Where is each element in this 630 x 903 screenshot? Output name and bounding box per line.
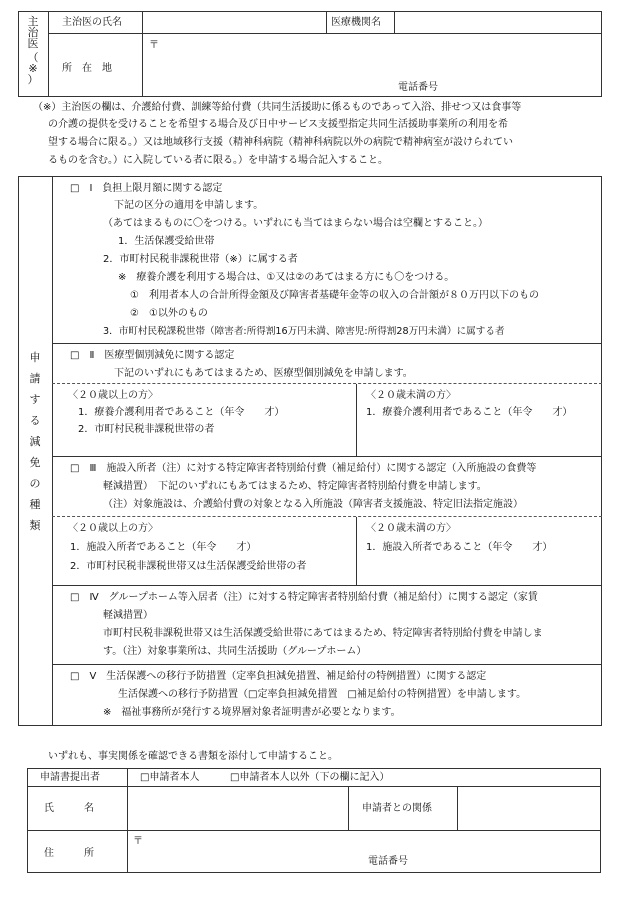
doctor-name-field[interactable] (145, 13, 323, 31)
doctor-phone-label: 電話番号 (398, 82, 438, 93)
doctor-address-field[interactable] (160, 38, 600, 78)
section-3-under20-item-1[interactable]: 1．施設入所者であること（年令 才） (366, 542, 553, 553)
relation-label: 申請者との関係 (362, 803, 432, 814)
section-3-over20-item-1[interactable]: 1．施設入所者であること（年令 才） (70, 542, 257, 553)
note-line-3: 望する場合に限る。）又は地域移行支援（精神科病院（精神科病院以外の病院で精神病室が設けられてい (48, 137, 513, 148)
section-5-title[interactable]: □ Ⅴ 生活保護への移行予防措置（定率負担減免措置、補足給付の特例措置）に関する認定 (70, 671, 487, 682)
section-2-under20-item-1[interactable]: 1．療養介護利用者であること（年令 才） (366, 407, 573, 418)
section-3-over20-item-2[interactable]: 2．市町村民税非課税世帯又は生活保護受給世帯の者 (70, 561, 307, 572)
section-5-text-2: ※ 福祉事務所が発行する境界層対象者証明書が必要となります。 (103, 707, 401, 718)
submitter-address-label: 住 所 (44, 848, 94, 859)
section-1-item-2[interactable]: 2．市町村民税非課税世帯（※）に属する者 (103, 254, 298, 265)
institution-field[interactable] (397, 13, 599, 31)
submitter-address-field[interactable] (146, 834, 598, 854)
submitter-other-checkbox[interactable]: □申請者本人以外（下の欄に記入） (230, 772, 390, 783)
section-2-over20-head: 〈２０歳以上の方〉 (68, 390, 158, 401)
section-4-title[interactable]: □ Ⅳ グループホーム等入居者（注）に対する特定障害者特別給付費（補足給付）に関する認定（家賃 (70, 592, 538, 603)
section-1-item-3[interactable]: 3．市町村民税課税世帯（障害者:所得割16万円未満、障害児:所得割28万円未満）に属する者 (103, 326, 505, 337)
reduction-side-label: 申 請 す る 減 免 の 種 類 (29, 351, 41, 532)
section-3-text-2: （注）対象施設は、介護給付費の対象となる入所施設（障害者支援施設、特定旧法指定施設） (103, 499, 523, 510)
submitter-postal-mark: 〒 (133, 836, 143, 847)
doctor-postal-mark: 〒 (149, 40, 159, 51)
section-1-note: ※ 療養介護を利用する場合は、①又は②のあてはまる方にも〇をつける。 (118, 272, 455, 283)
submitter-self-checkbox[interactable]: □申請者本人 (140, 772, 200, 783)
section-2-under20-head: 〈２０歳未満の方〉 (366, 390, 456, 401)
section-1-text-2: （あてはまるものに〇をつける。いずれにも当てはまらない場合は空欄とすること。） (103, 218, 488, 229)
section-4-text-1: 軽減措置） (103, 610, 153, 621)
section-2-over20-item-2[interactable]: 2．市町村民税非課税世帯の者 (78, 424, 215, 435)
section-2-title[interactable]: □ Ⅱ 医療型個別減免に関する認定 (70, 350, 235, 361)
section-1-title[interactable]: □ Ⅰ 負担上限月額に関する認定 (70, 183, 223, 194)
note-line-2: の介護の提供を受けることを希望する場合及び日中サービス支援型指定共同生活援助事業所の利用を希 (48, 119, 508, 130)
submitter-name-label: 氏 名 (44, 803, 94, 814)
section-4-text-3: す。（注）対象事業所は、共同生活援助（グループホーム） (103, 646, 367, 657)
institution-label: 医療機関名 (331, 17, 381, 28)
doctor-address-label: 所 在 地 (62, 63, 112, 74)
doctor-name-label: 主治医の氏名 (62, 17, 122, 28)
section-4-text-2: 市町村民税非課税世帯又は生活保護受給世帯にあてはまるため、特定障害者特別給付費を申請しま (103, 628, 543, 639)
relation-field[interactable] (460, 789, 598, 827)
section-3-title[interactable]: □ Ⅲ 施設入所者（注）に対する特定障害者特別給付費（補足給付）に関する認定（入所施設の食費等 (70, 463, 537, 474)
note-line-1: （※）主治医の欄は、介護給付費、訓練等給付費（共同生活援助に係るものであって入浴、排せつ又は食事等 (33, 102, 522, 113)
section-1-item-1[interactable]: 1．生活保護受給世帯 (118, 236, 215, 247)
section-3-under20-head: 〈２０歳未満の方〉 (366, 523, 456, 534)
section-1-option-2[interactable]: ② ①以外のもの (130, 308, 208, 319)
note-line-4: るものを含む。）に入院している者に限る。）を申請する場合記入すること。 (48, 155, 388, 166)
section-2-text: 下記のいずれにもあてはまるため、医療型個別減免を申請します。 (114, 368, 413, 379)
section-3-text-1: 軽減措置） 下記のいずれにもあてはまるため、特定障害者特別給付費を申請します。 (103, 481, 487, 492)
footer-note: いずれも、事実関係を確認できる書類を添付して申請すること。 (48, 751, 338, 762)
doctor-side-label: 主 治 医 （ ※ ） (27, 15, 39, 86)
submitter-phone-label: 電話番号 (368, 856, 408, 867)
submitter-name-field[interactable] (130, 789, 345, 827)
section-2-over20-item-1[interactable]: 1．療養介護利用者であること（年令 才） (78, 407, 285, 418)
section-3-over20-head: 〈２０歳以上の方〉 (68, 523, 158, 534)
section-1-option-1[interactable]: ① 利用者本人の合計所得金額及び障害者基礎年金等の収入の合計額が８０万円以下のもの (130, 290, 539, 301)
section-1-text-1: 下記の区分の適用を申請します。 (114, 200, 264, 211)
section-5-text-1: 生活保護への移行予防措置（□定率負担減免措置 □補足給付の特例措置）を申請します。 (118, 689, 527, 700)
submitter-label: 申請書提出者 (40, 772, 100, 783)
